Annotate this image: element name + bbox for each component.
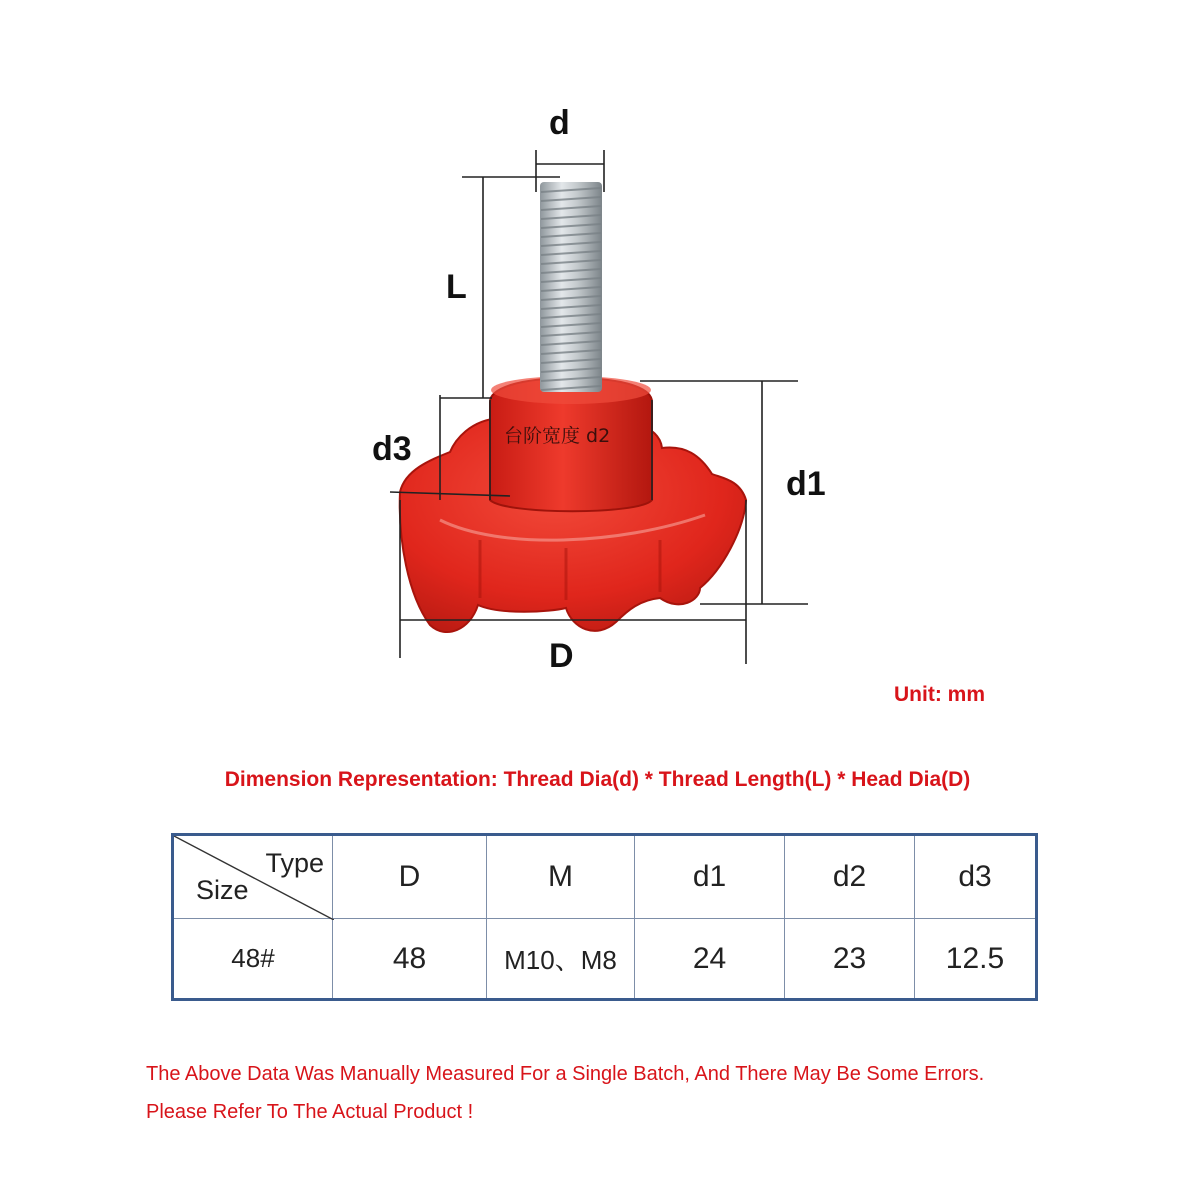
header-cell: d2 xyxy=(785,835,915,919)
label-d3: d3 xyxy=(372,430,412,468)
disclaimer-line-1: The Above Data Was Manually Measured For a Single Batch, And There May Be Some Errors. xyxy=(146,1063,985,1085)
table-cell: 48 xyxy=(333,919,487,1000)
header-cell: D xyxy=(333,835,487,919)
table-row xyxy=(173,919,1037,1000)
table-cell: 12.5 xyxy=(915,919,1037,1000)
threaded-bolt xyxy=(540,182,602,392)
label-D: D xyxy=(549,637,574,675)
header-cell: M xyxy=(487,835,635,919)
unit-label: Unit: mm xyxy=(894,683,985,706)
corner-size-label: Size xyxy=(196,875,249,905)
size-cell: 48# xyxy=(173,919,333,1000)
label-L: L xyxy=(446,268,467,306)
corner-cell xyxy=(173,835,333,919)
dimension-representation: Dimension Representation: Thread Dia(d) * Thread Length(L) * Head Dia(D) xyxy=(224,768,971,791)
table-header-row xyxy=(173,835,1037,919)
d2-label: 台阶宽度 d2 xyxy=(504,425,611,447)
label-d: d xyxy=(549,104,570,142)
label-d1: d1 xyxy=(786,465,826,503)
header-cell: d1 xyxy=(635,835,785,919)
corner-type-label: Type xyxy=(265,848,324,878)
table-cell: M10、M8 xyxy=(487,919,635,1000)
header-cell: d3 xyxy=(915,835,1037,919)
spec-table xyxy=(171,833,1038,1001)
disclaimer-line-2: Please Refer To The Actual Product ! xyxy=(146,1101,474,1123)
table-cell: 23 xyxy=(785,919,915,1000)
table-cell: 24 xyxy=(635,919,785,1000)
